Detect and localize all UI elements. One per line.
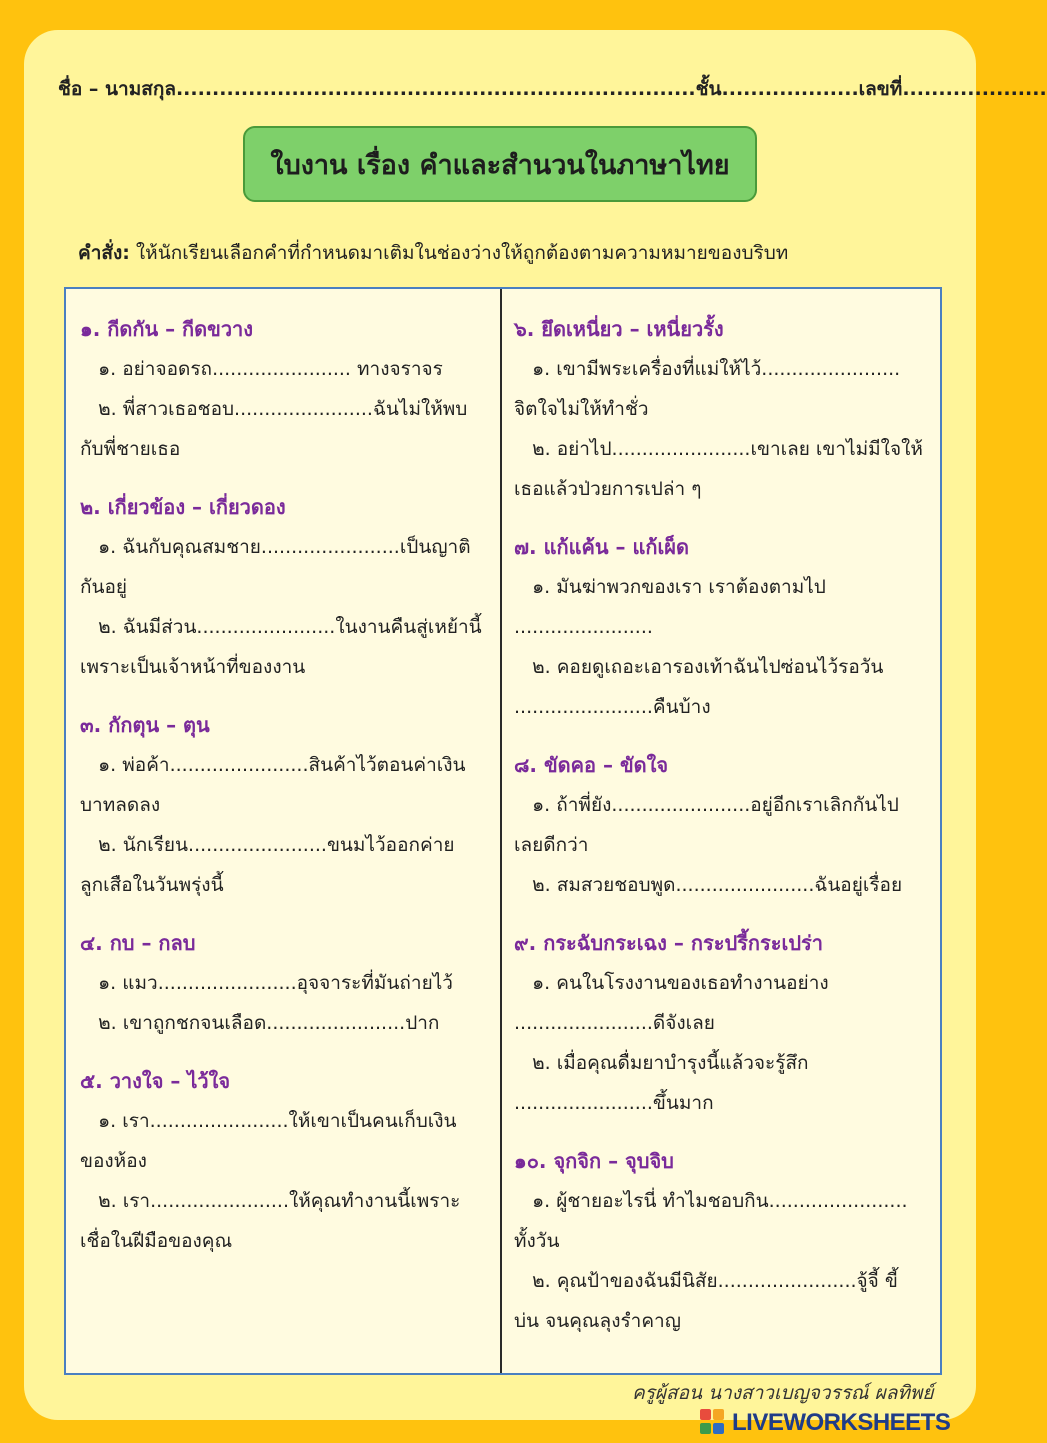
question-line: ๑. พ่อค้า.......................สินค้าไว้ตอนค่าเงิน [80, 754, 466, 776]
question-line: ๑. ผู้ชายอะไรนี่ ทำไมชอบกิน....................... [514, 1190, 908, 1212]
question-line: ๒. คุณป้าของฉันมีนิสัย.......................จู้จี้ ขี้ [514, 1270, 898, 1292]
exercise-box [64, 287, 942, 1375]
section-title: ๕. วางใจ – ไว้ใจ [80, 1069, 231, 1093]
question-line: .......................ดีจังเลย [514, 1012, 715, 1034]
question-line: ๒. นักเรียน.......................ขนมไว้ออกค่าย [80, 834, 455, 856]
question-section [80, 487, 488, 687]
page-title: ใบงาน เรื่อง คำและสำนวนในภาษาไทย [243, 126, 757, 202]
question-section [514, 527, 926, 727]
question-line: ทั้งวัน [514, 1230, 560, 1252]
brand-name: LIVEWORKSHEETS [732, 1409, 951, 1436]
question-line: บ่น จนคุณลุงรำคาญ [514, 1310, 681, 1332]
question-section [80, 923, 488, 1043]
question-line: ๒. ฉันมีส่วน.......................ในงานคืนสู่เหย้านี้ [80, 616, 482, 638]
question-section [514, 309, 926, 509]
question-line: ๑. เรา.......................ให้เขาเป็นคนเก็บเงิน [80, 1110, 457, 1132]
question-section [80, 1061, 488, 1261]
question-line: เชื่อในฝีมือของคุณ [80, 1230, 233, 1252]
question-line: ๒. พี่สาวเธอชอบ.......................ฉันไม่ให้พบ [80, 398, 468, 420]
question-line: ๒. คอยดูเถอะเอารองเท้าฉันไปซ่อนไว้รอวัน [514, 656, 884, 678]
question-section [80, 309, 488, 469]
section-title: ๖. ยึดเหนี่ยว – เหนี่ยวรั้ง [514, 317, 724, 341]
student-info-line: ชื่อ – นามสกุล........................................................................ชั้น...................เลขที่.................... [58, 78, 1047, 100]
question-line: เธอแล้วป่วยการเปล่า ๆ [514, 478, 702, 500]
question-section [514, 1141, 926, 1341]
question-line: กันอยู่ [80, 576, 128, 598]
brand-watermark [700, 1408, 950, 1438]
question-line: เพราะเป็นเจ้าหน้าที่ของงาน [80, 656, 306, 678]
question-line: ....................... [514, 616, 653, 638]
section-title: ๘. ขัดคอ – ขัดใจ [514, 753, 669, 777]
teacher-signature: ครูผู้สอน นางสาวเบญจวรรณ์ ผลทิพย์ [632, 1382, 934, 1404]
question-line: จิตใจไม่ให้ทำชั่ว [514, 398, 649, 420]
liveworksheets-logo-icon [700, 1409, 726, 1437]
question-section [514, 745, 926, 905]
section-title: ๗. แก้แค้น – แก้เผ็ด [514, 535, 690, 559]
section-title: ๒. เกี่ยวข้อง – เกี่ยวดอง [80, 495, 286, 519]
question-line: ๑. อย่าจอดรถ....................... ทางจราจร [80, 358, 443, 380]
question-line: ๑. คนในโรงงานของเธอทำงานอย่าง [514, 972, 829, 994]
question-line: ๒. อย่าไป.......................เขาเลย เขาไม่มีใจให้ [514, 438, 923, 460]
section-title: ๙. กระฉับกระเฉง – กระปรี้กระเปร่า [514, 931, 823, 955]
question-line: ๒. เขาถูกชกจนเลือด.......................ปาก [80, 1012, 440, 1034]
instruction [78, 238, 958, 268]
question-line: ลูกเสือในวันพรุ่งนี้ [80, 874, 224, 896]
question-line: ๒. สมสวยชอบพูด.......................ฉันอยู่เรื่อย [514, 874, 903, 896]
question-section [80, 705, 488, 905]
question-section [514, 923, 926, 1123]
section-title: ๓. กักตุน – ตุน [80, 713, 210, 737]
question-line: ๑. ฉันกับคุณสมชาย.......................เป็นญาติ [80, 536, 471, 558]
question-line: เลยดีกว่า [514, 834, 589, 856]
question-line: ๑. มันฆ่าพวกของเรา เราต้องตามไป [514, 576, 826, 598]
section-title: ๑๐. จุกจิก – จุบจิบ [514, 1149, 674, 1173]
question-line: .......................คืนบ้าง [514, 696, 711, 718]
question-line: กับพี่ชายเธอ [80, 438, 181, 460]
question-line: ๑. ถ้าพี่ยัง.......................อยู่อีกเราเลิกกันไป [514, 794, 899, 816]
instruction-label: คำสั่ง: [78, 242, 130, 264]
question-line: ๒. เมื่อคุณดื่มยาบำรุงนี้แล้วจะรู้สึก [514, 1052, 809, 1074]
section-title: ๑. กีดกัน – กีดขวาง [80, 317, 254, 341]
question-line: บาทลดลง [80, 794, 161, 816]
question-line: ๑. เขามีพระเครื่องที่แม่ให้ไว้....................... [514, 358, 901, 380]
left-column [80, 309, 488, 1279]
question-line: ๑. แมว.......................อุจจาระที่มันถ่ายไว้ [80, 972, 453, 994]
column-divider [500, 289, 502, 1373]
question-line: ของห้อง [80, 1150, 147, 1172]
section-title: ๔. กบ – กลบ [80, 931, 196, 955]
question-line: ๒. เรา.......................ให้คุณทำงานนี้เพราะ [80, 1190, 461, 1212]
instruction-text: ให้นักเรียนเลือกคำที่กำหนดมาเติมในช่องว่างให้ถูกต้องตามความหมายของบริบท [129, 242, 789, 264]
right-column [514, 309, 926, 1359]
question-line: .......................ขึ้นมาก [514, 1092, 714, 1114]
